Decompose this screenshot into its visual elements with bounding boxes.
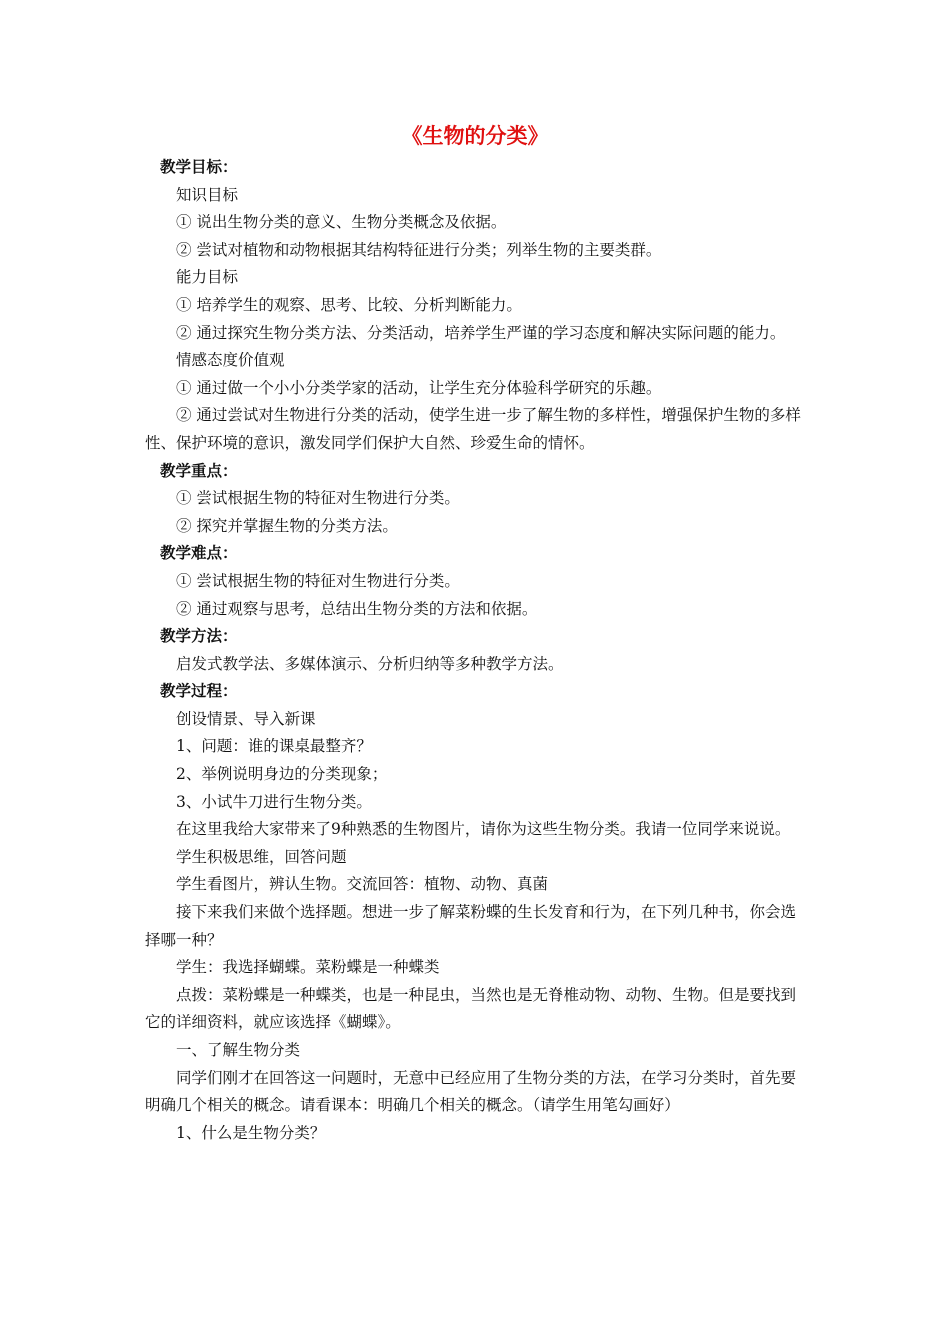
document-title: 《生物的分类》 — [401, 124, 549, 148]
process-paragraph: 创设情景、导入新课 — [176, 709, 316, 728]
difficulties-heading: 教学难点： — [160, 544, 238, 563]
process-paragraph: 学生：我选择蝴蝶。菜粉蝶是一种蝶类 — [176, 958, 440, 977]
difficulty-item: ② 通过观察与思考，总结出生物分类的方法和依据。 — [176, 599, 538, 618]
process-paragraph: 3、小试牛刀进行生物分类。 — [176, 792, 372, 811]
process-paragraph: 点拨：菜粉蝶是一种蝶类，也是一种昆虫，当然也是无脊椎动物、动物、生物。但是要找到它的详细资料，就应该选择《蝴蝶》。 — [145, 985, 797, 1032]
objectives-heading: 教学目标： — [160, 158, 238, 176]
ability-item: ② 通过探究生物分类方法、分类活动，培养学生严谨的学习态度和解决实际问题的能力。 — [176, 323, 786, 342]
process-paragraph: 学生积极思维，回答问题 — [176, 847, 347, 866]
process-paragraph: 在这里我给大家带来了9种熟悉的生物图片，请你为这些生物分类。我请一位同学来说说。 — [176, 820, 791, 839]
process-paragraph: 1、什么是生物分类？ — [176, 1123, 326, 1142]
emotion-label: 情感态度价值观 — [176, 351, 285, 370]
methods-heading: 教学方法： — [160, 627, 238, 646]
process-paragraph: 2、举例说明身边的分类现象； — [176, 765, 388, 784]
key-points-heading: 教学重点： — [160, 461, 238, 480]
emotion-item: ② 通过尝试对生物进行分类的活动，使学生进一步了解生物的多样性，增强保护生物的多样性、保护环境的意识，激发同学们保护大自然、珍爱生命的情怀。 — [145, 406, 801, 452]
knowledge-item: ② 尝试对植物和动物根据其结构特征进行分类；列举生物的主要类群。 — [176, 240, 662, 259]
key-point-item: ① 尝试根据生物的特征对生物进行分类。 — [176, 489, 460, 508]
process-paragraph: 同学们刚才在回答这一问题时，无意中已经应用了生物分类的方法，在学习分类时，首先要明确几个相关的概念。请看课本：明确几个相关的概念。（请学生用笔勾画好） — [145, 1068, 797, 1115]
process-paragraph: 学生看图片，辨认生物。交流回答：植物、动物、真菌 — [176, 875, 549, 894]
section-heading: 一、了解生物分类 — [176, 1041, 301, 1059]
process-paragraph: 接下来我们来做个选择题。想进一步了解菜粉蝶的生长发育和行为，在下列几种书，你会选择哪一种？ — [145, 903, 797, 949]
document-body — [145, 154, 807, 1147]
emotion-item: ① 通过做一个小小分类学家的活动，让学生充分体验科学研究的乐趣。 — [176, 378, 662, 397]
ability-item: ① 培养学生的观察、思考、比较、分析判断能力。 — [176, 295, 522, 314]
key-point-item: ② 探究并掌握生物的分类方法。 — [176, 516, 398, 535]
process-heading: 教学过程： — [160, 682, 238, 701]
knowledge-label: 知识目标 — [176, 185, 239, 204]
methods-text: 启发式教学法、多媒体演示、分析归纳等多种教学方法。 — [176, 654, 564, 673]
process-paragraph: 1、问题：谁的课桌最整齐？ — [176, 737, 372, 756]
knowledge-item: ① 说出生物分类的意义、生物分类概念及依据。 — [176, 213, 507, 232]
difficulty-item: ① 尝试根据生物的特征对生物进行分类。 — [176, 571, 460, 590]
ability-label: 能力目标 — [176, 268, 239, 287]
